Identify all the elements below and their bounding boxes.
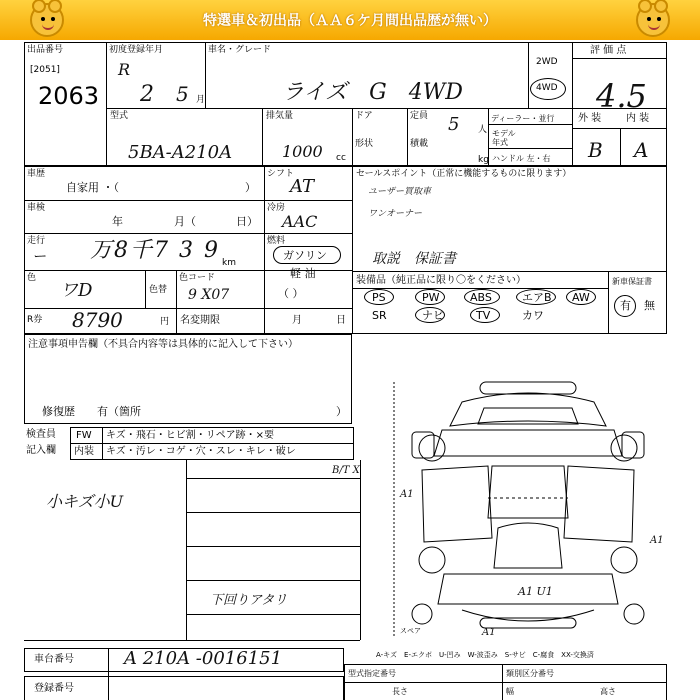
notes-label: 注意事項申告欄（不具合内容等は具体的に記入して下さい） — [28, 339, 298, 350]
warranty-has: 有 — [620, 299, 631, 312]
model-code-label: 型式 — [110, 111, 129, 121]
drive-4wd-label: 4WD — [536, 83, 558, 93]
equipment-tv: TV — [476, 309, 491, 322]
height-label: 高さ — [600, 687, 616, 696]
registration-number-label: 登録番号 — [34, 683, 74, 694]
mileage-value: 万8千7 3 9 — [90, 238, 220, 263]
damage-mark-4: A1 — [482, 627, 496, 638]
km-unit: km — [222, 258, 236, 268]
car-damage-diagram — [392, 378, 664, 640]
capacity: 5 — [448, 114, 460, 135]
model-grade-label: 車名・グレード — [208, 45, 272, 55]
displacement-label: 排気量 — [266, 111, 294, 121]
damage-mark-3: A1 U1 — [518, 585, 553, 598]
mileage-label: 走行 — [27, 236, 46, 246]
month-unit-label: 月 — [196, 95, 206, 105]
fuel-paren: （ ） — [278, 287, 304, 300]
equipment-airbag: エアB — [522, 291, 552, 304]
load-label: 積載 — [410, 139, 429, 149]
inspection-day: 日） — [236, 215, 258, 228]
width-label: 幅 — [506, 687, 514, 696]
interior-items: キズ・汚レ・コゲ・穴・スレ・キレ・破レ — [106, 446, 296, 457]
recycle-fee: 8790 — [72, 308, 123, 332]
chassis-number: A 210A -0016151 — [124, 648, 283, 669]
inspector-label: 検査員 — [26, 429, 56, 440]
recycle-label: R券 — [27, 315, 43, 325]
dealer-label: ディーラー・並行 — [491, 114, 555, 123]
auction-code: [2051] — [30, 65, 60, 75]
drive-2wd-label: 2WD — [536, 57, 558, 67]
spare-label: スペア — [400, 627, 421, 635]
repair-history-label: 修復歴 有（箇所 — [42, 405, 141, 418]
type-spec-label: 型式指定番号 — [348, 669, 396, 678]
remark-bt: B/T X — [332, 465, 360, 476]
remark-underbody: 下回りアタリ — [210, 593, 288, 608]
kg-unit: kg — [478, 155, 489, 165]
interior-grade: A — [634, 138, 649, 162]
rating-score: 4.5 — [596, 77, 647, 115]
repair-history-close: ） — [336, 405, 347, 418]
fw-items: キズ・飛石・ヒビ割・リペア跡・×要 — [106, 430, 274, 441]
warranty-none: 無 — [644, 299, 655, 312]
shift-value: AT — [290, 176, 315, 197]
equipment-leather: カワ — [522, 309, 544, 322]
equipment-aw: AW — [572, 291, 590, 304]
exterior-grade: B — [588, 138, 603, 162]
gasoline-label: ガソリン — [283, 249, 327, 262]
color-code-label: 色コード — [179, 273, 216, 283]
mileage-prefix: ー — [32, 249, 46, 265]
color-code: 9 X07 — [188, 287, 230, 303]
equipment-pw: PW — [422, 291, 440, 304]
lot-number: 2063 — [38, 82, 100, 110]
remarks-label: 記入欄 — [26, 445, 56, 456]
displacement: 1000 — [282, 142, 323, 161]
remark-scratch: 小キズ小U — [46, 492, 124, 511]
model-year-label-2: 年式 — [492, 138, 508, 147]
lot-number-label: 出品番号 — [27, 45, 64, 55]
fuel-label: 燃料 — [267, 236, 286, 246]
length-label: 長さ — [392, 687, 408, 696]
inspection-label: 車検 — [27, 203, 46, 213]
diesel-label: 軽 油 — [290, 267, 316, 280]
model-code: 5BA-A210A — [128, 142, 233, 163]
registration-month: 5 — [176, 82, 189, 106]
vehicle-use-label: 車歴 — [27, 169, 46, 179]
interior-label: 内 装 — [626, 113, 650, 124]
inspection-year: 年 — [112, 215, 123, 228]
color-label: 色 — [27, 273, 37, 283]
interior-check-label: 内装 — [74, 446, 94, 457]
damage-legend: A-キズ E-エクボ U-凹み W-波歪み S-サビ C-腐食 XX-交換済 — [376, 651, 594, 659]
persons-unit: 人 — [478, 125, 488, 135]
damage-mark-2: A1 — [650, 535, 664, 546]
cc-unit: cc — [336, 153, 346, 163]
registration-era: R — [118, 60, 131, 79]
exterior-label: 外 装 — [578, 113, 602, 124]
equipment-ps: PS — [372, 291, 386, 304]
name-change-label: 名変期限 — [180, 315, 220, 326]
model-name: ライズ G 4WD — [282, 80, 463, 105]
bear-mascot-icon — [636, 3, 670, 37]
fw-label: FW — [76, 430, 92, 441]
inspection-month: 月（ — [174, 215, 196, 228]
color-change-label: 色替 — [149, 285, 168, 295]
use-close: ） — [245, 181, 256, 194]
equipment-navi: ナビ — [422, 309, 444, 322]
model-year-label: モデル — [492, 129, 516, 138]
sales-point-1: ユーザー買取車 — [368, 187, 432, 197]
sales-point-3: 取説 保証書 — [372, 251, 456, 267]
shape-label: 形状 — [355, 139, 374, 149]
name-change-month: 月 — [292, 315, 302, 326]
capacity-label: 定員 — [410, 111, 429, 121]
category-label: 類別区分番号 — [506, 669, 554, 678]
chassis-number-label: 車台番号 — [34, 654, 74, 665]
shift-label: シフト — [267, 169, 295, 179]
warranty-has-circle — [614, 295, 636, 317]
banner-title: 特選車＆初出品（ＡＡ６ケ月間出品歴が無い） — [203, 13, 497, 29]
first-registration-label: 初度登録年月 — [109, 45, 164, 55]
use-value: 自家用 ・（ — [66, 181, 119, 194]
sales-point-2: ワンオーナー — [368, 209, 423, 219]
damage-mark-1: A1 — [400, 489, 414, 500]
equipment-label: 装備品（純正品に限り〇をください） — [356, 275, 526, 286]
ac-value: AAC — [282, 212, 318, 231]
registration-year: 2 — [140, 82, 154, 107]
new-warranty-label: 新車保証書 — [612, 277, 652, 286]
equipment-sr: SR — [372, 309, 387, 322]
header-banner — [0, 0, 700, 40]
yen-unit: 円 — [160, 317, 170, 327]
handle-label: ハンドル 左・右 — [492, 154, 551, 163]
rating-label: 評 価 点 — [590, 45, 627, 56]
name-change-day: 日 — [336, 315, 346, 326]
equipment-abs: ABS — [470, 291, 492, 304]
sales-point-label: セールスポイント（正常に機能するものに限ります） — [356, 169, 572, 179]
ac-label: 冷房 — [267, 203, 286, 213]
doors-label: ドア — [355, 111, 373, 121]
color-value: ワD — [60, 280, 93, 301]
